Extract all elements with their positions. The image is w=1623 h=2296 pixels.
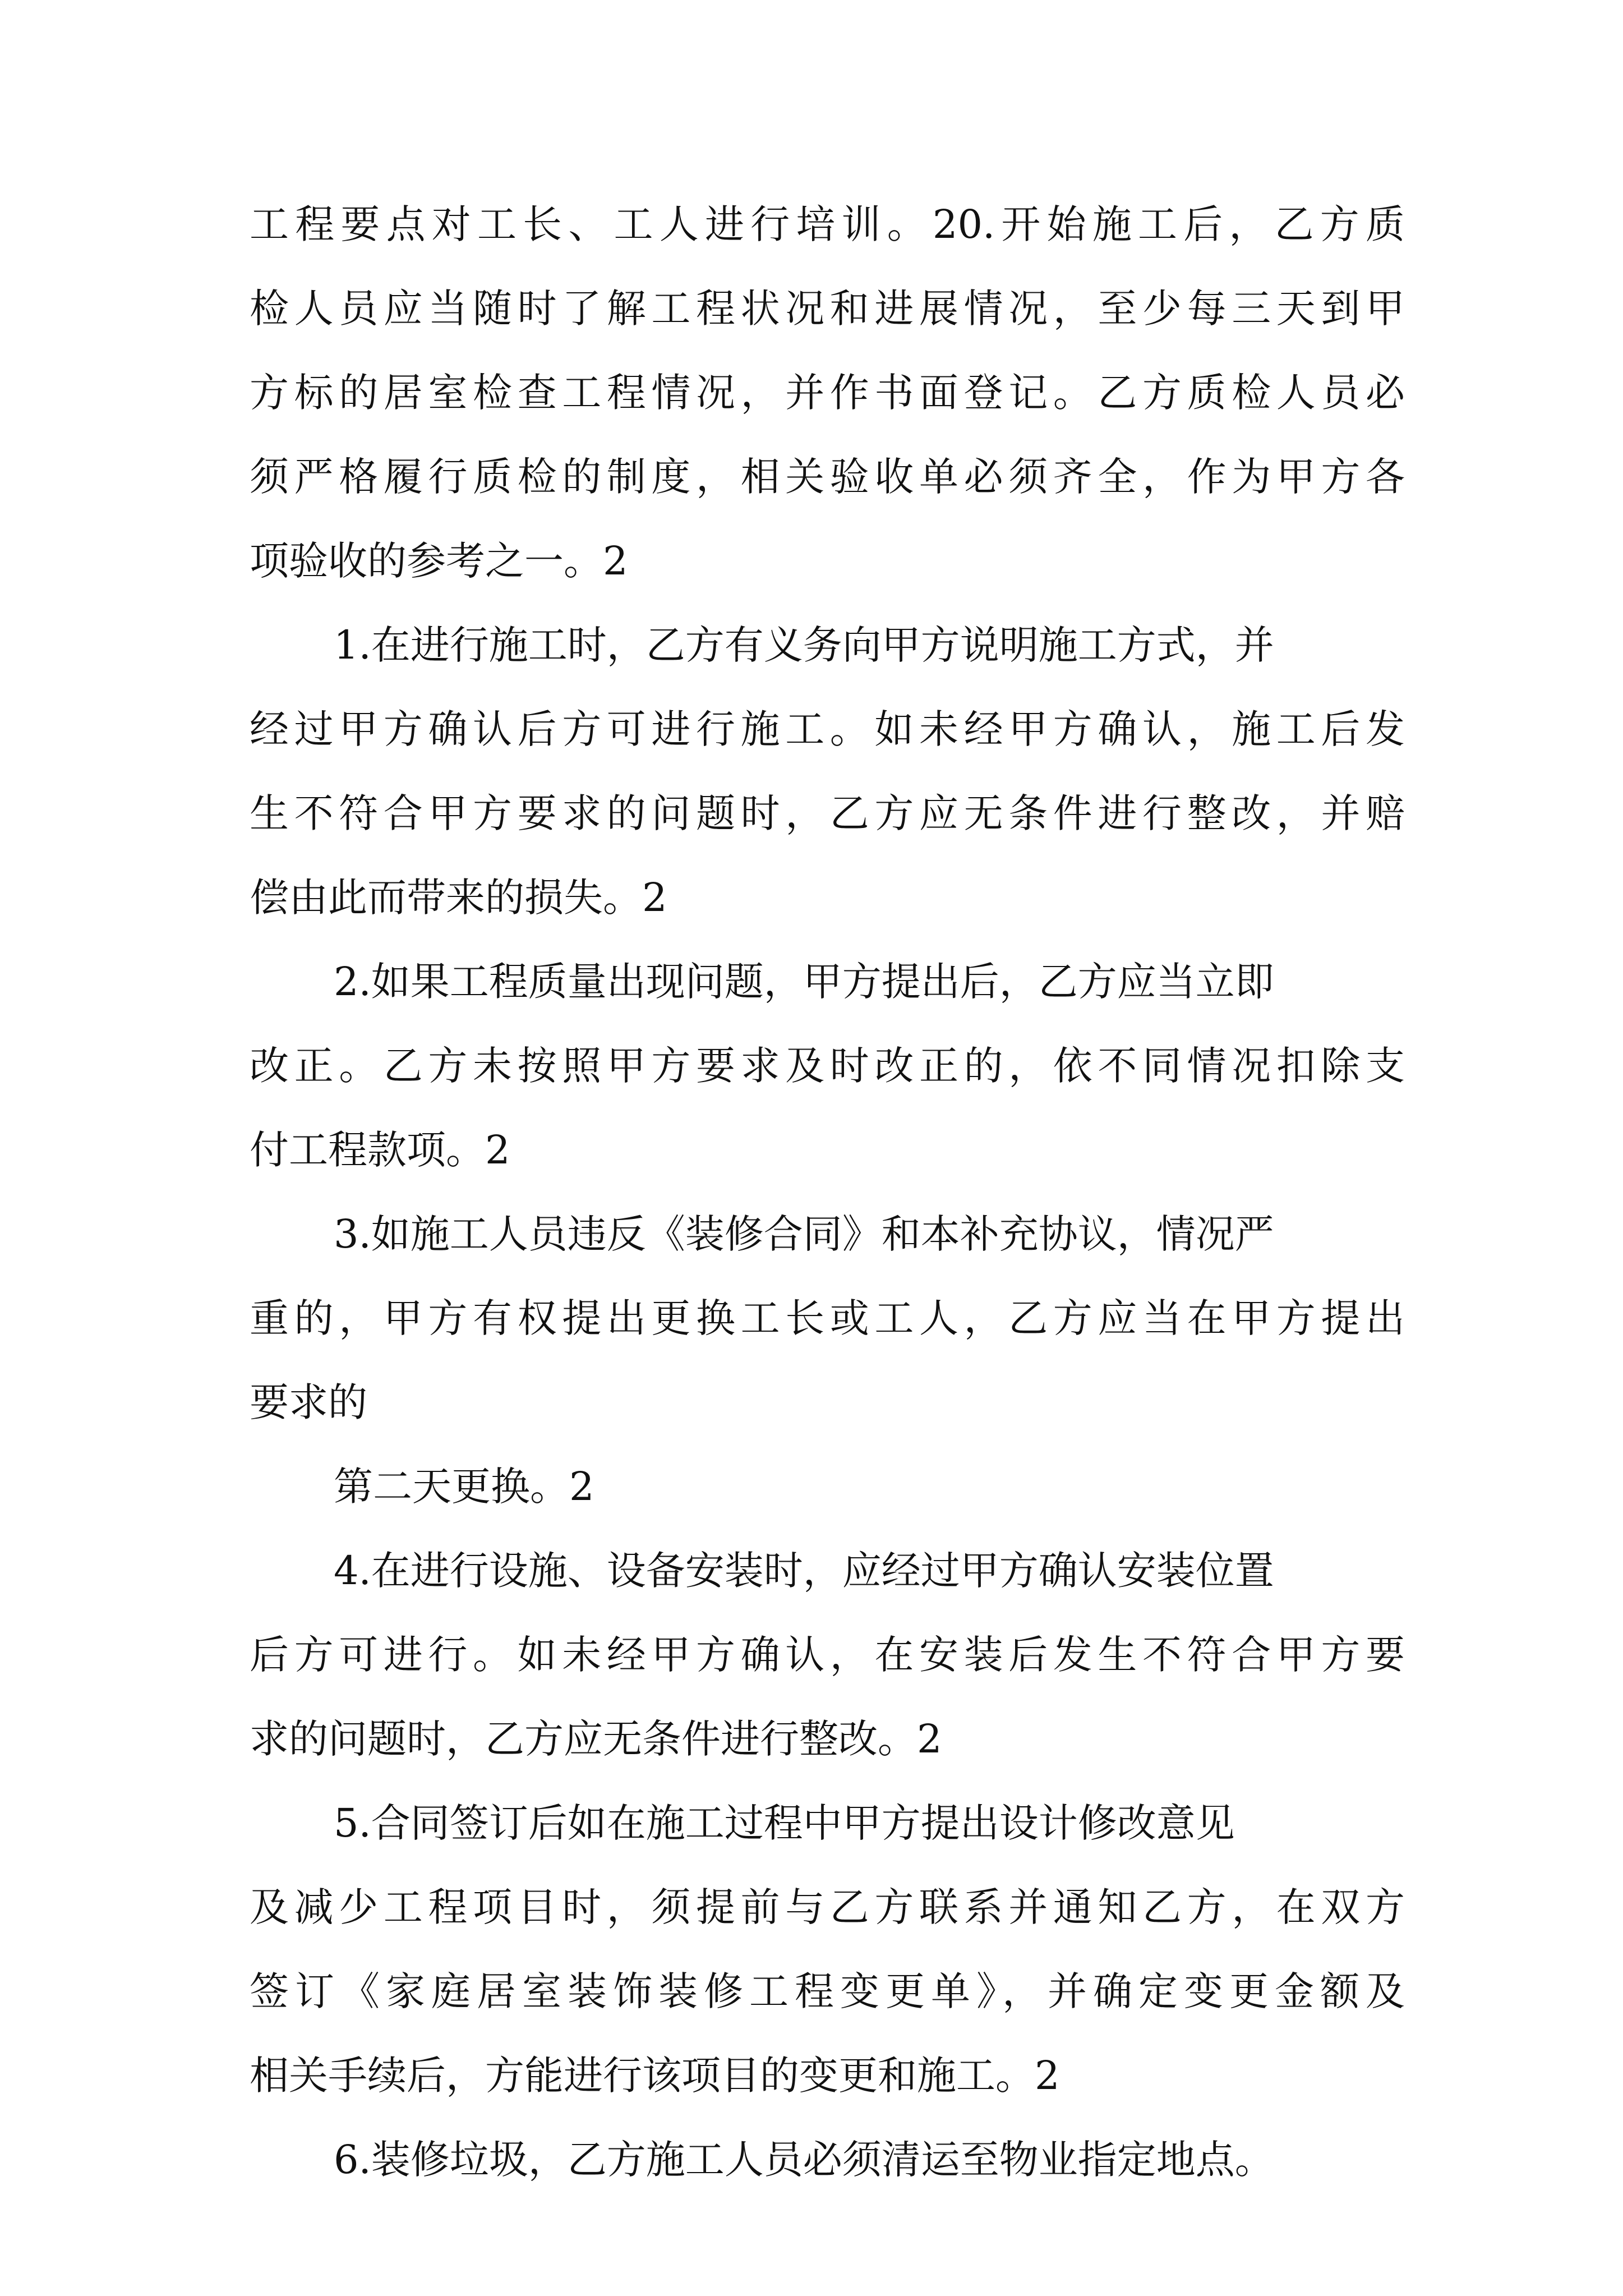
text-line: 须严格履行质检的制度，相关验收单必须齐全，作为甲方各 [250, 454, 1405, 500]
text-line: 生不符合甲方要求的问题时，乙方应无条件进行整改，并赔 [250, 790, 1405, 836]
paragraph-first-line: 3.如施工人员违反《装修合同》和本补充协议，情况严 [334, 1211, 1274, 1257]
text-line: 要求的 [250, 1379, 367, 1425]
text-line: 重的，甲方有权提出更换工长或工人，乙方应当在甲方提出 [250, 1295, 1405, 1341]
text-line: 工程要点对工长、工人进行培训。20.开始施工后，乙方质 [250, 201, 1405, 247]
paragraph-first-line: 第二天更换。2 [334, 1464, 594, 1510]
paragraph-first-line: 5.合同签订后如在施工过程中甲方提出设计修改意见 [334, 1800, 1235, 1846]
text-line: 求的问题时，乙方应无条件进行整改。2 [250, 1716, 942, 1762]
text-line: 及减少工程项目时，须提前与乙方联系并通知乙方，在双方 [250, 1884, 1405, 1930]
paragraph-first-line: 6.装修垃圾，乙方施工人员必须清运至物业指定地点。 [334, 2137, 1274, 2183]
paragraph-first-line: 2.如果工程质量出现问题，甲方提出后，乙方应当立即 [334, 959, 1274, 1005]
text-line: 偿由此而带来的损失。2 [250, 875, 667, 921]
text-line: 签订《家庭居室装饰装修工程变更单》，并确定变更金额及 [250, 1968, 1405, 2014]
text-line: 付工程款项。2 [250, 1127, 510, 1173]
text-line: 项验收的参考之一。2 [250, 538, 628, 584]
text-line: 方标的居室检查工程情况，并作书面登记。乙方质检人员必 [250, 370, 1405, 416]
text-line: 相关手续后，方能进行该项目的变更和施工。2 [250, 2053, 1060, 2099]
paragraph-first-line: 4.在进行设施、设备安装时，应经过甲方确认安装位置 [334, 1548, 1274, 1594]
text-line: 后方可进行。如未经甲方确认，在安装后发生不符合甲方要 [250, 1632, 1405, 1678]
paragraph-first-line: 1.在进行施工时，乙方有义务向甲方说明施工方式，并 [334, 622, 1274, 668]
text-line: 经过甲方确认后方可进行施工。如未经甲方确认，施工后发 [250, 706, 1405, 752]
text-line: 改正。乙方未按照甲方要求及时改正的，依不同情况扣除支 [250, 1043, 1405, 1089]
text-line: 检人员应当随时了解工程状况和进展情况，至少每三天到甲 [250, 286, 1405, 332]
